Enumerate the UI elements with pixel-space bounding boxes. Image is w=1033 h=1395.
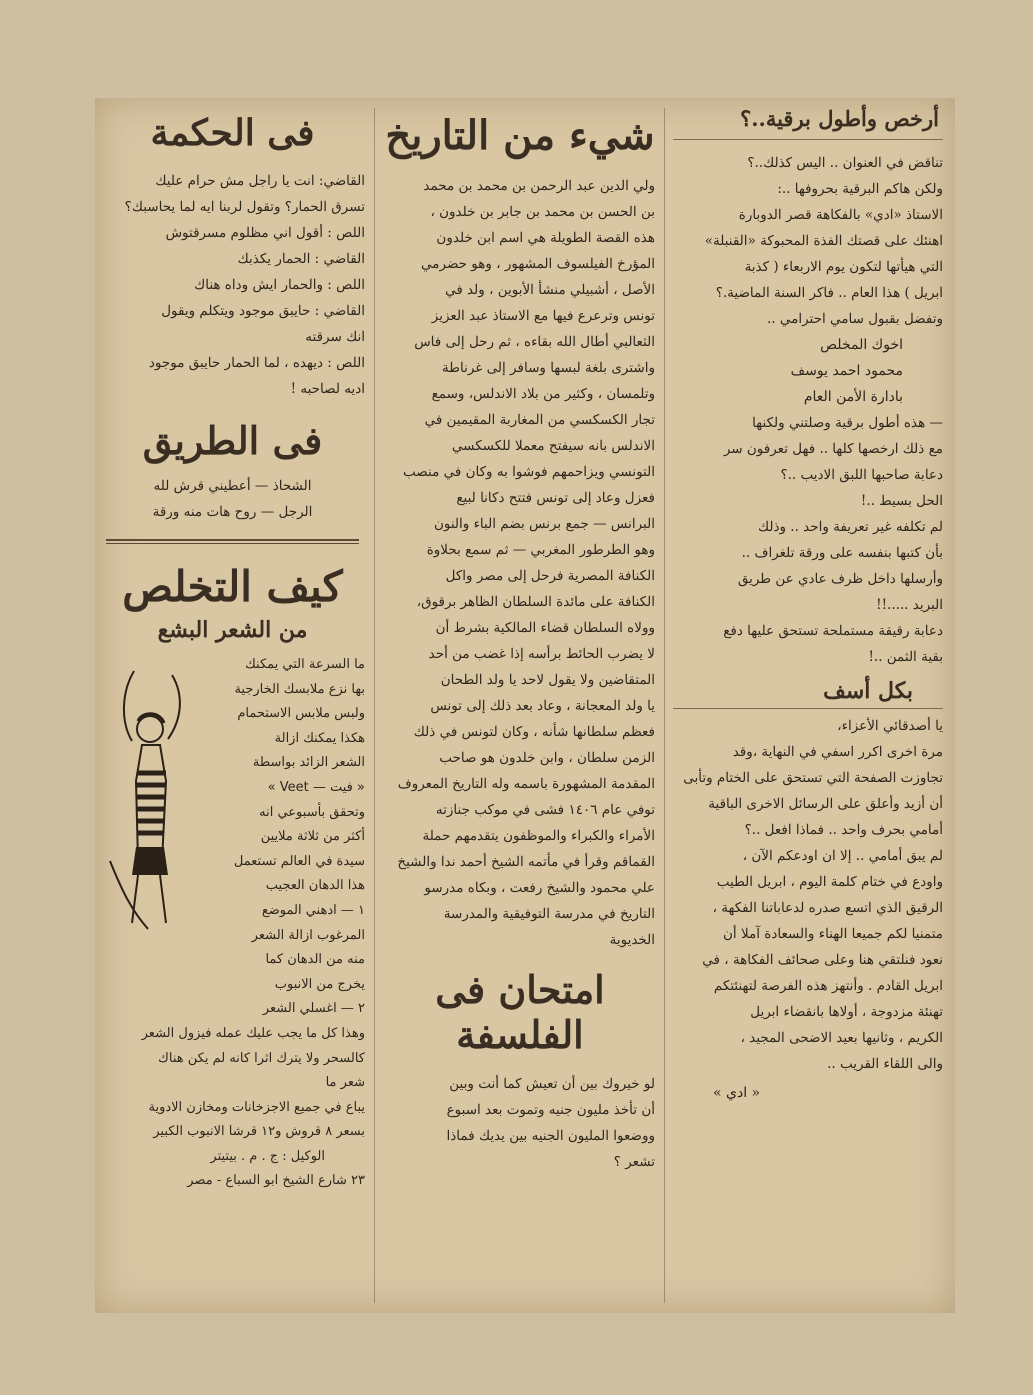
- text-line: لم تكلفه غير تعريفة واحد .. وذلك: [757, 519, 943, 535]
- text-line: الرقيق الذي اتسع صدره لدعاباتنا الفكهة ،: [712, 900, 943, 916]
- regret-body: [673, 713, 943, 1077]
- text-line: فعظم سلطانها شأنه ، وكان لتونس في ذلك: [413, 724, 655, 740]
- telegram-letter: [673, 150, 943, 410]
- text-line: المرغوب ازالة الشعر: [251, 927, 365, 943]
- text-line: وتلمسان ، وكثير من بلاد الاندلس، وسمع: [431, 386, 655, 402]
- text-line: ولي الدين عبد الرحمن بن محمد بن محمد: [423, 178, 655, 194]
- text-line: الخديوية: [609, 932, 655, 948]
- text-line: وأرسلها داخل ظرف عادي عن طريق: [737, 571, 943, 587]
- text-line: تسرق الحمار؟ وتقول لربنا ايه لما يحاسبك؟: [124, 199, 365, 215]
- text-line: لم يبق أمامي .. إلا ان اودعكم الآن ،: [742, 848, 943, 864]
- text-line: نعود فنلتقي هنا وعلى صحائف الفكاهة ، في: [702, 952, 943, 968]
- text-line: تناقض في العنوان .. اليس كذلك..؟: [747, 155, 943, 171]
- text-line: هذه القصة الطويلة هي اسم ابن خلدون: [436, 230, 655, 246]
- text-line: البرانس — جمع برنس بضم الباء والنون: [433, 516, 655, 532]
- text-line: ووضعوا المليون الجنيه بين يديك فماذا: [446, 1128, 655, 1144]
- text-line: لو خيروك بين أن تعيش كما أنت وبين: [449, 1076, 655, 1092]
- text-line: مرة اخرى اكرر اسفي في النهاية ،وقد: [732, 744, 943, 760]
- text-line: وتحقق بأسبوعي انه: [259, 804, 365, 820]
- text-line: واشترى بلغة لبسها وسافر إلى غرناطة: [442, 360, 655, 376]
- text-line: أن أزيد وأعلق على الرسائل الاخرى الباقية: [708, 796, 943, 812]
- author-credit: « ادي »: [713, 1085, 761, 1101]
- text-line: اللص : ديهده ، لما الحمار حايبق موجود: [148, 355, 365, 371]
- regret-heading: بكل أسف: [673, 678, 943, 709]
- text-line: الحل بسيط ..!: [860, 493, 943, 509]
- text-line: منه من الدهان كما: [265, 952, 365, 968]
- cheapest-telegram-heading: أرخص وأطول برقية..؟: [673, 106, 943, 140]
- text-line: يخرج من الانبوب: [274, 976, 365, 992]
- text-line: واودع في ختام كلمة اليوم ، ابريل الطيب: [716, 874, 943, 890]
- text-line: تجار الكسكسي من المغاربة المقيمين في: [424, 412, 655, 428]
- text-line: التي هيأتها لتكون يوم الاربعاء ( كذبة: [744, 259, 943, 275]
- text-line: ابريل القادم . وأنتهز هذه الفرصة لتهنئتكم: [713, 978, 943, 994]
- text-line: تجاوزت الصفحة التي تستحق على الختام وتأبى: [683, 770, 943, 786]
- text-line: بأن كتبها بنفسه على ورقة تلغراف ..: [741, 545, 943, 561]
- text-line: دعابة صاحبها اللبق الاديب ..؟: [780, 467, 943, 483]
- text-line: بقية الثمن ..!: [868, 649, 943, 665]
- text-line: المقدمة المشهورة باسمه وله التاريخ المعروف: [397, 776, 655, 792]
- wisdom-body: [100, 168, 365, 402]
- text-line: توفي عام ١٤٠٦ فشى في موكب جنازته: [435, 802, 655, 818]
- text-line: وولاه السلطان قضاء المالكية بشرط أن: [435, 620, 655, 636]
- ad-footer-text: [100, 1022, 365, 1194]
- left-column: [100, 98, 365, 1313]
- text-line: متمنيا لكم جميعا الهناء والسعادة آملا أن: [723, 926, 943, 942]
- text-line: اللص : والحمار ايش وداه هناك: [194, 277, 365, 293]
- text-line: تونس وترعرع فيها مع الاستاذ عبد العزيز: [431, 308, 655, 324]
- text-line: وهذا كل ما يجب عليك عمله فيزول الشعر: [141, 1025, 365, 1041]
- text-line: تهنئة مزدوجة ، أولاها بانقضاء ابريل: [750, 1004, 943, 1020]
- text-line: ما السرعة التي يمكنك: [245, 657, 365, 672]
- text-line: والى اللقاء القريب ..: [827, 1056, 943, 1072]
- text-line: الاندلس بانه سيفتح معملا للكسكسي: [451, 438, 655, 454]
- text-line: أكثر من ثلاثة ملايين: [260, 829, 365, 845]
- text-line: القاضي : حايبق موجود ويتكلم ويقول: [161, 303, 365, 319]
- column-divider: [374, 108, 375, 1303]
- philosophy-exam-body: [385, 1071, 655, 1175]
- section-divider: [106, 539, 359, 544]
- text-line: الشعر الزائد بواسطة: [252, 755, 365, 771]
- hair-removal-ad: [100, 653, 365, 1022]
- text-line: اللص : أقول اني مظلوم مسرقتوش: [165, 225, 365, 241]
- text-line: اديه لصاحبه !: [290, 381, 365, 397]
- text-line: — هذه أطول برقية وصلتني ولكنها: [752, 415, 943, 431]
- text-line: شعر ما: [325, 1075, 365, 1091]
- text-line: بسعر ٨ قروش و١٢ قرشا الانبوب الكبير: [153, 1124, 365, 1140]
- text-line: الكنافة على مائدة السلطان الظاهر برقوق،: [416, 594, 655, 610]
- signature-line: محمود احمد يوسف: [790, 363, 903, 379]
- text-line: وهو الطرطور المغربي — ثم سمع بحلاوة: [426, 542, 655, 558]
- text-line: يا أصدقائي الأعزاء،: [837, 718, 943, 734]
- text-line: مع ذلك ارخصها كلها .. فهل تعرفون سر: [723, 441, 943, 457]
- text-line: ولكن هاكم البرقية بحروفها ..:: [777, 181, 943, 197]
- text-line: يا ولد المعجانة ، وعاد بعد ذلك إلى تونس: [430, 698, 655, 714]
- text-line: علي محمود والشيخ رفعت ، وبكاه مدرسو: [424, 880, 655, 896]
- column-divider: [664, 108, 665, 1303]
- signature-line: بادارة الأمن العام: [803, 389, 903, 405]
- text-line: الرجل — روح هات منه ورقة: [152, 504, 313, 520]
- text-line: وتفضل بقبول سامي احترامي ..: [767, 311, 943, 327]
- text-line: ابريل ) هذا العام .. فاكر السنة الماضية.؟: [715, 285, 943, 301]
- ad-text: [200, 653, 365, 1022]
- text-line: القاضي: انت يا راجل مش حرام عليك: [155, 173, 365, 189]
- telegram-body: [673, 410, 943, 670]
- woman-in-swimsuit-icon: [102, 661, 198, 931]
- text-line: فعزل وعاد إلى تونس فتتح دكانا لبيع: [456, 490, 655, 506]
- text-line: ولبس ملابس الاستحمام: [237, 706, 365, 722]
- text-line: المؤرخ الفيلسوف المشهور ، وهو حضرمي: [421, 256, 655, 272]
- text-line: تشعر ؟: [613, 1154, 655, 1170]
- text-line: الكريم ، وثانيها بعيد الاضحى المجيد ،: [740, 1030, 943, 1046]
- text-line: الوكيل : ج . م . بيتيتر: [210, 1148, 325, 1164]
- text-line: أمامي بحرف واحد .. فماذا افعل ..؟: [744, 822, 943, 838]
- history-heading: شيء من التاريخ: [385, 112, 655, 159]
- text-line: الاستاذ «ادي» بالفكاهة قصر الدوبارة: [738, 207, 943, 223]
- text-line: يباع في جميع الاجزخانات ومخازن الادوية: [148, 1099, 365, 1115]
- brand-line: « فيت — Veet »: [267, 779, 365, 795]
- text-line: البريد .....!!: [876, 597, 943, 613]
- text-line: الأمراء والكبراء والموظفون يتقدمهم حملة: [422, 828, 655, 844]
- history-body: [385, 173, 655, 953]
- ad-subtitle: من الشعر البشع: [157, 617, 308, 643]
- signature-line: اخوك المخلص: [820, 337, 903, 353]
- text-line: الثعالبي أطال الله بقاءه ، ثم رحل إلى فاس: [414, 334, 655, 350]
- text-line: كالسحر ولا يترك اثرا كانه لم يكن هناك: [158, 1050, 365, 1066]
- text-line: انك سرقته: [305, 329, 365, 345]
- text-line: سيدة في العالم تستعمل: [233, 853, 365, 869]
- text-line: دعابة رقيقة مستملحة تستحق عليها دفع: [723, 623, 943, 639]
- text-line: بن الحسن بن محمد بن جابر بن خلدون ،: [430, 204, 655, 220]
- philosophy-exam-heading: امتحان فى الفلسفة: [435, 967, 605, 1057]
- right-column: [673, 98, 943, 1313]
- wisdom-heading: فى الحكمة: [150, 112, 315, 154]
- on-the-road-heading: فى الطريق: [142, 418, 323, 463]
- ad-title: كيف التخلص: [122, 562, 343, 611]
- text-line: ١ — ادهني الموضع: [261, 902, 365, 918]
- text-line: القماقم وقرأ في مأتمه الشيخ أحمد ندا والشيخ: [397, 854, 655, 870]
- magazine-page: [95, 98, 955, 1313]
- text-line: الأصل ، أشبيلي منشأ الأبوين ، ولد في: [445, 282, 655, 298]
- text-line: لا يضرب الحائط برأسه إذا غضب من أحد: [428, 646, 655, 662]
- middle-column: [385, 98, 655, 1313]
- text-line: المتقاضين ولا يقول لاحد يا ولد الطحان: [440, 672, 655, 688]
- text-line: اهنئك على قصتك الفذة المحبوكة «القنبلة»: [704, 233, 943, 249]
- text-line: هكذا يمكنك ازالة: [274, 730, 365, 746]
- text-line: ٢ — اغسلي الشعر: [262, 1001, 365, 1017]
- text-line: الكنافة المصرية فرحل إلى مصر واكل: [445, 568, 655, 584]
- text-line: التاريخ في مدرسة التوفيقية والمدرسة: [443, 906, 655, 922]
- text-line: الزمن سلطان ، وابن خلدون هو صاحب: [439, 750, 655, 766]
- text-line: هذا الدهان العجيب: [265, 878, 365, 894]
- text-line: القاضي : الحمار يكذبك: [237, 251, 365, 267]
- text-line: الشحاذ — أعطيني قرش لله: [153, 478, 312, 494]
- text-line: التونسي ويزاحمهم فوشوا به وكان في منصب: [403, 464, 655, 480]
- text-line: ٢٣ شارع الشيخ ابو السباع - مصر: [187, 1173, 365, 1189]
- on-the-road-body: [100, 473, 365, 525]
- text-line: بها نزع ملابسك الخارجية: [234, 681, 365, 697]
- text-line: أن تأخذ مليون جنيه وتموت بعد اسبوع: [446, 1102, 655, 1118]
